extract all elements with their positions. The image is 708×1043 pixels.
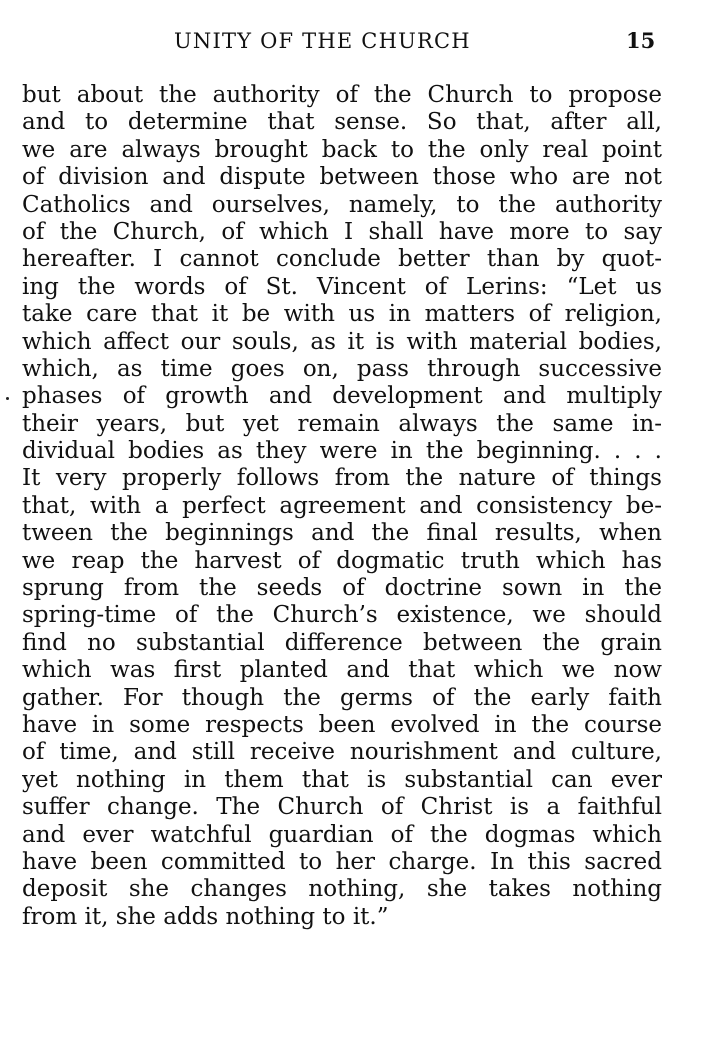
text-line: which, as time goes on, pass through successive xyxy=(22,355,662,382)
text-line: tween the beginnings and the final results, when xyxy=(22,520,662,547)
text-line: find no substantial difference between the grain xyxy=(22,629,662,656)
margin-mark xyxy=(6,397,9,400)
body-text xyxy=(22,82,662,931)
text-line: of time, and still receive nourishment and culture, xyxy=(22,739,662,766)
text-line: hereafter. I cannot conclude better than by quot- xyxy=(22,246,662,273)
text-line: which affect our souls, as it is with material bodies, xyxy=(22,328,662,355)
text-line: that, with a perfect agreement and consistency be- xyxy=(22,492,662,519)
page-number: 15 xyxy=(626,28,656,53)
running-head xyxy=(0,26,708,56)
text-line: dividual bodies as they were in the beginning. . . . xyxy=(22,438,662,465)
text-line: have been committed to her charge. In this sacred xyxy=(22,848,662,875)
text-line: phases of growth and development and multiply xyxy=(22,383,662,410)
text-line: we reap the harvest of dogmatic truth which has xyxy=(22,547,662,574)
text-line: but about the authority of the Church to propose xyxy=(22,82,662,108)
text-line: take care that it be with us in matters of religion, xyxy=(22,301,662,328)
running-title: UNITY OF THE CHURCH xyxy=(174,29,471,53)
text-line: from it, she adds nothing to it.” xyxy=(22,903,389,930)
text-line: yet nothing in them that is substantial can ever xyxy=(22,766,662,793)
text-line: It very properly follows from the nature of things xyxy=(22,465,662,492)
text-line: gather. For though the germs of the early faith xyxy=(22,684,662,711)
text-line: ing the words of St. Vincent of Lerins: “Let us xyxy=(22,273,662,300)
text-line: we are always brought back to the only real point xyxy=(22,136,662,163)
text-line: spring-time of the Church’s existence, we should xyxy=(22,602,662,629)
text-line: of division and dispute between those who are not xyxy=(22,164,662,191)
text-line: Catholics and ourselves, namely, to the authority xyxy=(22,191,662,218)
text-line: and to determine that sense. So that, after all, xyxy=(22,109,662,136)
text-line: sprung from the seeds of doctrine sown in the xyxy=(22,575,662,602)
text-line: suffer change. The Church of Christ is a faithful xyxy=(22,794,662,821)
text-line: deposit she changes nothing, she takes nothing xyxy=(22,876,662,903)
text-line: which was first planted and that which we now xyxy=(22,657,662,684)
text-line: their years, but yet remain always the same in- xyxy=(22,410,662,437)
text-line: and ever watchful guardian of the dogmas which xyxy=(22,821,662,848)
text-line: have in some respects been evolved in the course xyxy=(22,711,662,738)
text-line: of the Church, of which I shall have more to say xyxy=(22,218,662,245)
